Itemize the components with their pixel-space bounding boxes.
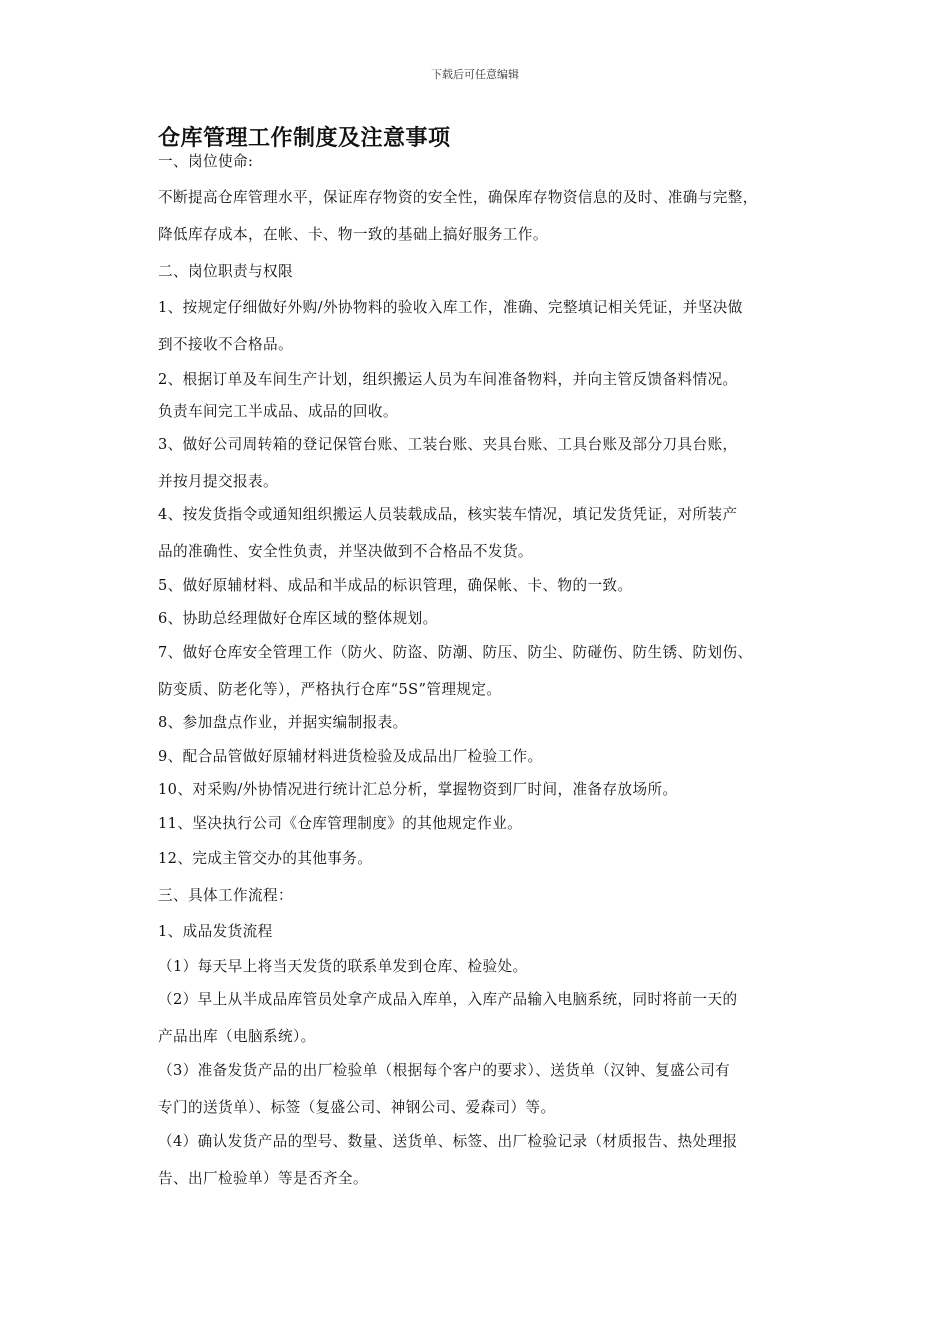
body-line: 负责车间完工半成品、成品的回收。 [158, 403, 398, 420]
body-line: 品的准确性、安全性负责，并坚决做到不合格品不发货。 [158, 543, 533, 560]
body-line: 7、做好仓库安全管理工作（防火、防盗、防潮、防压、防尘、防碰伤、防生锈、防划伤、 [158, 644, 753, 661]
body-line: 11、坚决执行公司《仓库管理制度》的其他规定作业。 [158, 815, 523, 832]
body-line: 4、按发货指令或通知组织搬运人员装载成品，核实装车情况，填记发货凭证，对所装产 [158, 506, 738, 523]
body-line: 专门的送货单）、标签（复盛公司、神钢公司、爱森司）等。 [158, 1099, 556, 1116]
body-line: （4）确认发货产品的型号、数量、送货单、标签、出厂检验记录（材质报告、热处理报 [158, 1133, 738, 1150]
body-line: 12、完成主管交办的其他事务。 [158, 850, 373, 867]
body-line: 防变质、防老化等），严格执行仓库“5S”管理规定。 [158, 681, 502, 698]
page-header-note: 下载后可任意编辑 [431, 68, 519, 81]
body-line: 二、岗位职责与权限 [158, 263, 293, 280]
body-line: 并按月提交报表。 [158, 473, 278, 490]
body-line: （1）每天早上将当天发货的联系单发到仓库、检验处。 [158, 958, 528, 975]
body-line: 1、成品发货流程 [158, 923, 273, 940]
body-line: 产品出库（电脑系统）。 [158, 1028, 316, 1045]
body-line: 8、参加盘点作业，并据实编制报表。 [158, 714, 408, 731]
body-line: （2）早上从半成品库管员处拿产成品入库单，入库产品输入电脑系统，同时将前一天的 [158, 991, 738, 1008]
body-line: 一、岗位使命: [158, 153, 254, 170]
body-line: 告、出厂检验单）等是否齐全。 [158, 1170, 368, 1187]
body-line: 5、做好原辅材料、成品和半成品的标识管理，确保帐、卡、物的一致。 [158, 577, 633, 594]
body-line: 三、具体工作流程： [158, 887, 293, 904]
body-line: 1、按规定仔细做好外购/外协物料的验收入库工作，准确、完整填记相关凭证，并坚决做 [158, 299, 743, 316]
body-line: 9、配合品管做好原辅材料进货检验及成品出厂检验工作。 [158, 748, 543, 765]
body-line: 不断提高仓库管理水平，保证库存物资的安全性，确保库存物资信息的及时、准确与完整， [158, 189, 758, 206]
body-line: 3、做好公司周转箱的登记保管台账、工装台账、夹具台账、工具台账及部分刀具台账， [158, 436, 738, 453]
body-line: 到不接收不合格品。 [158, 336, 293, 353]
body-line: 6、协助总经理做好仓库区域的整体规划。 [158, 610, 438, 627]
document-title: 仓库管理工作制度及注意事项 [158, 126, 451, 151]
body-line: （3）准备发货产品的出厂检验单（根据每个客户的要求）、送货单（汉钟、复盛公司有 [158, 1062, 731, 1079]
body-line: 10、对采购/外协情况进行统计汇总分析，掌握物资到厂时间，准备存放场所。 [158, 781, 678, 798]
body-line: 降低库存成本，在帐、卡、物一致的基础上搞好服务工作。 [158, 226, 548, 243]
body-line: 2、根据订单及车间生产计划，组织搬运人员为车间准备物料，并向主管反馈备料情况。 [158, 371, 738, 388]
